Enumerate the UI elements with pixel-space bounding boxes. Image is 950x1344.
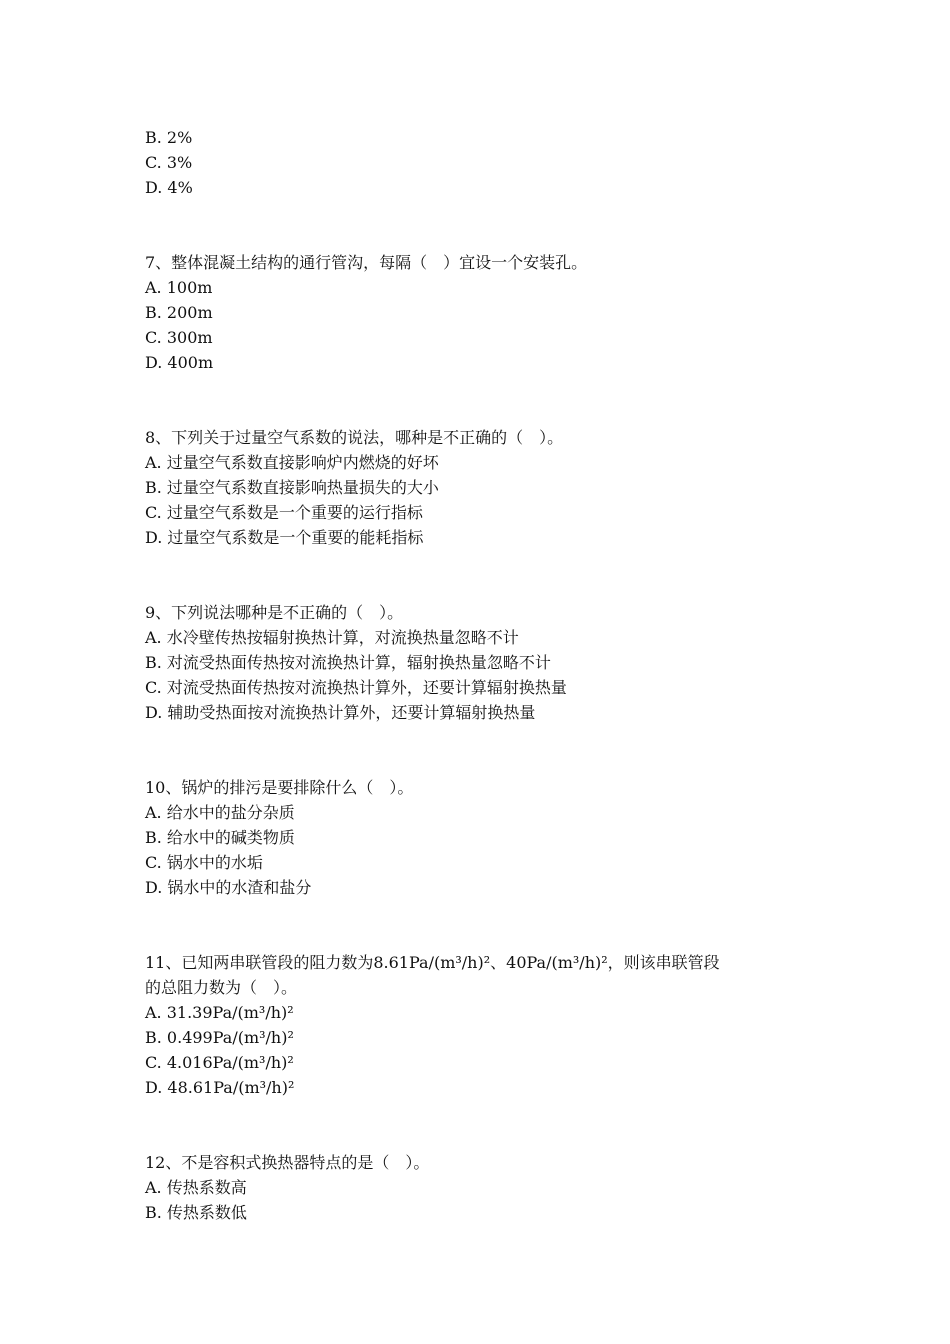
- option-text: D. 过量空气系数是一个重要的能耗指标: [145, 528, 424, 547]
- option-text: D. 4%: [145, 178, 193, 197]
- option-text: B. 2%: [145, 128, 193, 147]
- question-text: 12、不是容积式换热器特点的是（ ）。: [145, 1153, 430, 1172]
- option-text: A. 水冷壁传热按辐射换热计算，对流换热量忽略不计: [145, 628, 519, 647]
- question-text: 10、锅炉的排污是要排除什么（ ）。: [145, 778, 414, 797]
- option-text: B. 传热系数低: [145, 1203, 247, 1222]
- option-text: D. 48.61Pa/(m³/h)²: [145, 1078, 295, 1097]
- option-text: A. 31.39Pa/(m³/h)²: [145, 1003, 294, 1022]
- option-text: D. 400m: [145, 353, 214, 372]
- question-text: 11、已知两串联管段的阻力数为8.61Pa/(m³/h)²、40Pa/(m³/h)²，则该串联管段: [145, 953, 720, 972]
- option-text: B. 给水中的碱类物质: [145, 828, 295, 847]
- question-list: [145, 125, 815, 1225]
- option-text: B. 200m: [145, 303, 213, 322]
- question-text: 9、下列说法哪种是不正确的（ ）。: [145, 603, 404, 622]
- option-text: A. 传热系数高: [145, 1178, 247, 1197]
- option-text: C. 锅水中的水垢: [145, 853, 263, 872]
- option-text: C. 对流受热面传热按对流换热计算外，还要计算辐射换热量: [145, 678, 567, 697]
- option-text: B. 过量空气系数直接影响热量损失的大小: [145, 478, 439, 497]
- section-gap: [145, 200, 815, 250]
- question-text: 8、下列关于过量空气系数的说法，哪种是不正确的（ ）。: [145, 428, 564, 447]
- section-gap: [145, 725, 815, 775]
- question-text: 7、整体混凝土结构的通行管沟，每隔（ ）宜设一个安装孔。: [145, 253, 588, 272]
- option-text: B. 对流受热面传热按对流换热计算，辐射换热量忽略不计: [145, 653, 551, 672]
- option-text: D. 锅水中的水渣和盐分: [145, 878, 312, 897]
- section-gap: [145, 375, 815, 425]
- option-text: C. 4.016Pa/(m³/h)²: [145, 1053, 294, 1072]
- question-text: 的总阻力数为（ ）。: [145, 978, 298, 997]
- option-text: A. 过量空气系数直接影响炉内燃烧的好坏: [145, 453, 439, 472]
- option-text: B. 0.499Pa/(m³/h)²: [145, 1028, 294, 1047]
- option-text: A. 100m: [145, 278, 213, 297]
- option-text: D. 辅助受热面按对流换热计算外，还要计算辐射换热量: [145, 703, 536, 722]
- option-text: C. 300m: [145, 328, 213, 347]
- option-text: C. 过量空气系数是一个重要的运行指标: [145, 503, 423, 522]
- section-gap: [145, 1100, 815, 1150]
- option-text: C. 3%: [145, 153, 193, 172]
- option-text: A. 给水中的盐分杂质: [145, 803, 295, 822]
- section-gap: [145, 900, 815, 950]
- section-gap: [145, 550, 815, 600]
